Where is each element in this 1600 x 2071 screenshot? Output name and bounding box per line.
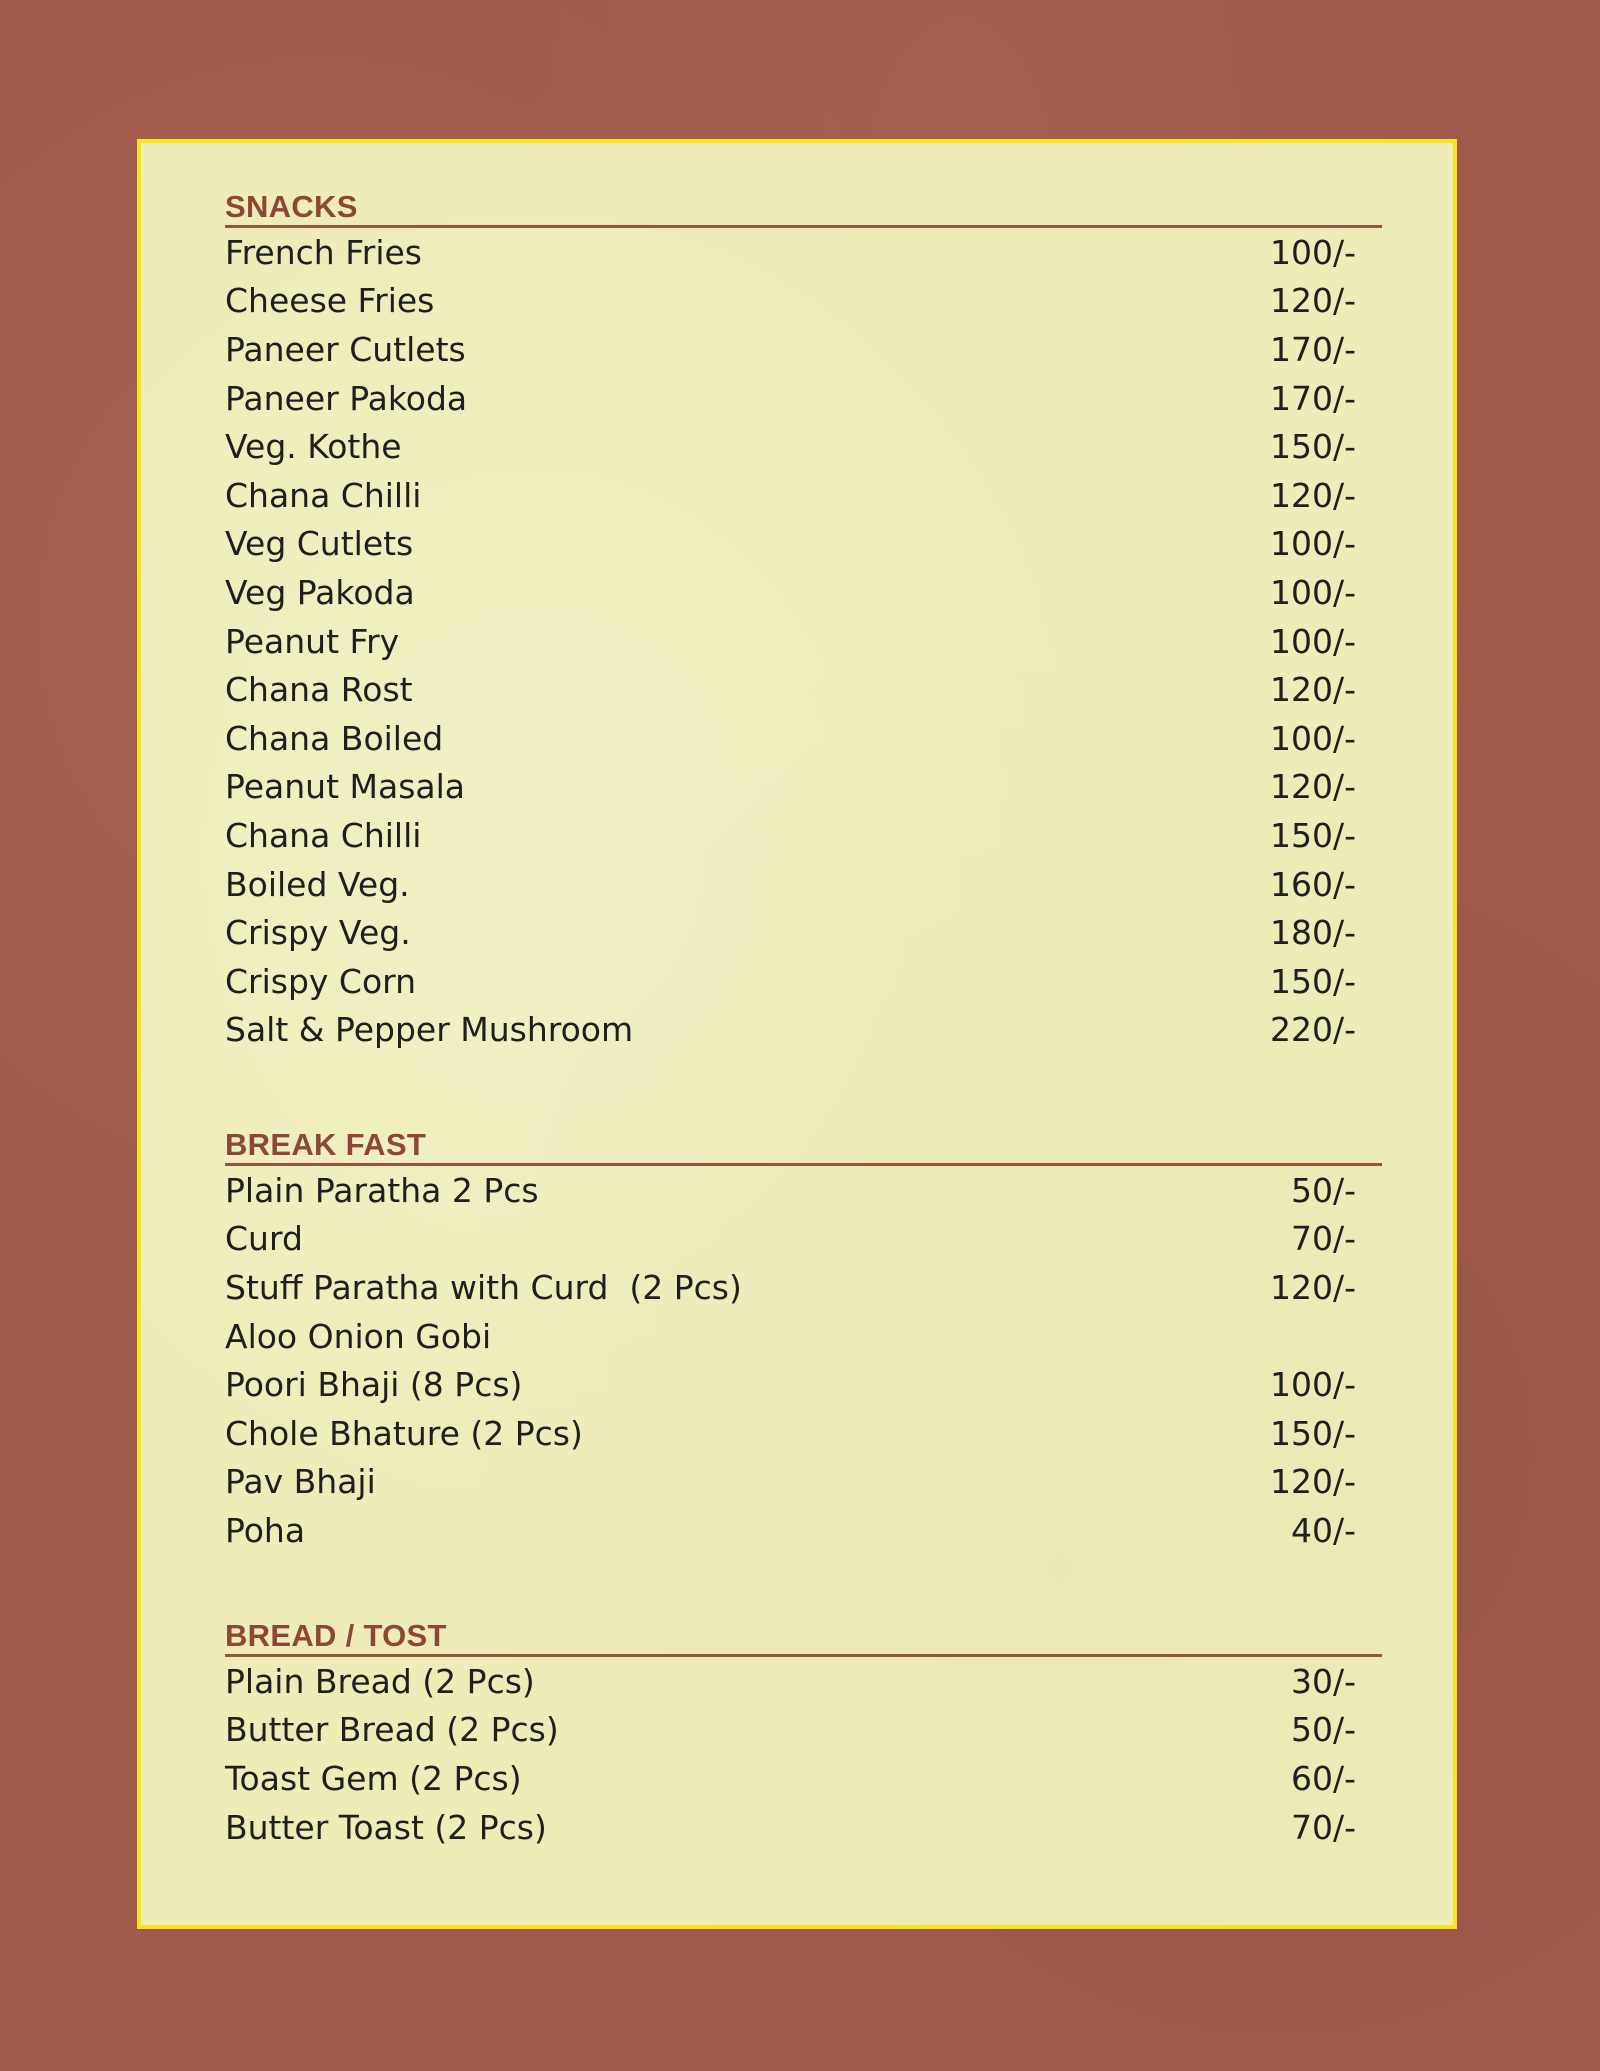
menu-item: [225, 1263, 1382, 1312]
item-name: Veg Pakoda: [225, 572, 415, 612]
item-price: 120/-: [1269, 767, 1356, 807]
section-title: SNACKS: [225, 186, 1382, 228]
menu-item: [225, 1215, 1382, 1264]
item-name: Boiled Veg.: [225, 864, 410, 904]
item-name: Chole Bhature (2 Pcs): [225, 1413, 583, 1453]
item-name: Plain Bread (2 Pcs): [225, 1661, 535, 1701]
menu-item: [225, 1706, 1382, 1755]
item-name: Veg Cutlets: [225, 524, 414, 564]
item-name: Stuff Paratha with Curd (2 Pcs): [225, 1267, 742, 1307]
item-list: [225, 1657, 1382, 1851]
item-price: 220/-: [1269, 1010, 1356, 1050]
item-price: 100/-: [1269, 232, 1356, 272]
item-name: Chana Chilli: [225, 475, 422, 515]
item-price: 150/-: [1269, 427, 1356, 467]
item-price: 70/-: [1290, 1219, 1356, 1259]
item-name: Peanut Masala: [225, 767, 466, 807]
item-name: Aloo Onion Gobi: [225, 1316, 492, 1356]
item-name: Butter Bread (2 Pcs): [225, 1710, 559, 1750]
item-price: 30/-: [1290, 1661, 1356, 1701]
item-name: Cheese Fries: [225, 281, 435, 321]
menu-item: [225, 374, 1382, 423]
item-name: Crispy Veg.: [225, 913, 411, 953]
menu-item: [225, 520, 1382, 569]
menu-item: [225, 568, 1382, 617]
menu-item: [225, 1754, 1382, 1803]
menu-item: [225, 860, 1382, 909]
item-price: 50/-: [1290, 1170, 1356, 1210]
menu-item: [225, 1166, 1382, 1215]
item-price: 100/-: [1269, 718, 1356, 758]
item-price: 150/-: [1269, 815, 1356, 855]
menu-item: [225, 277, 1382, 326]
item-price: 160/-: [1269, 864, 1356, 904]
menu-item: [225, 228, 1382, 277]
item-name: French Fries: [225, 232, 423, 272]
item-name: Paneer Pakoda: [225, 378, 468, 418]
menu-item: [225, 714, 1382, 763]
item-name: Chana Rost: [225, 670, 413, 710]
menu-item: [225, 1312, 1382, 1361]
item-name: Plain Paratha 2 Pcs: [225, 1170, 539, 1210]
item-price: 60/-: [1290, 1758, 1356, 1798]
section-snacks: [225, 186, 1382, 1054]
item-price: 150/-: [1269, 1413, 1356, 1453]
item-price: 100/-: [1269, 621, 1356, 661]
item-name: Chana Boiled: [225, 718, 444, 758]
item-list: [225, 1166, 1382, 1555]
menu-item: [225, 811, 1382, 860]
item-price: 100/-: [1269, 524, 1356, 564]
menu-item: [225, 665, 1382, 714]
menu-item: [225, 1409, 1382, 1458]
item-price: 50/-: [1290, 1710, 1356, 1750]
item-name: Curd: [225, 1219, 303, 1259]
item-price: 70/-: [1290, 1807, 1356, 1847]
item-price: 150/-: [1269, 961, 1356, 1001]
section-breakfast: [225, 1124, 1382, 1555]
menu-item: [225, 1360, 1382, 1409]
section-title: BREAD / TOST: [225, 1615, 1382, 1657]
menu-item: [225, 1657, 1382, 1706]
item-name: Paneer Cutlets: [225, 329, 466, 369]
item-price: 120/-: [1269, 281, 1356, 321]
item-name: Butter Toast (2 Pcs): [225, 1807, 547, 1847]
menu-item: [225, 422, 1382, 471]
item-name: Poha: [225, 1510, 306, 1550]
section-title: BREAK FAST: [225, 1124, 1382, 1166]
item-price: 180/-: [1269, 913, 1356, 953]
item-price: 100/-: [1269, 572, 1356, 612]
item-price: 120/-: [1269, 475, 1356, 515]
item-name: Salt & Pepper Mushroom: [225, 1010, 634, 1050]
menu-card: [137, 139, 1457, 1929]
item-price: 120/-: [1269, 1267, 1356, 1307]
item-name: Veg. Kothe: [225, 427, 402, 467]
menu-item: [225, 957, 1382, 1006]
item-price: 100/-: [1269, 1365, 1356, 1405]
menu-item: [225, 617, 1382, 666]
menu-item: [225, 325, 1382, 374]
item-price: 170/-: [1269, 329, 1356, 369]
item-price: 170/-: [1269, 378, 1356, 418]
item-price: 120/-: [1269, 670, 1356, 710]
item-name: Crispy Corn: [225, 961, 417, 1001]
item-name: Pav Bhaji: [225, 1462, 376, 1502]
menu-item: [225, 471, 1382, 520]
item-price: 40/-: [1290, 1510, 1356, 1550]
menu-item: [225, 1506, 1382, 1555]
item-name: Poori Bhaji (8 Pcs): [225, 1365, 523, 1405]
item-price: 120/-: [1269, 1462, 1356, 1502]
menu-item: [225, 1006, 1382, 1055]
menu-item: [225, 1803, 1382, 1852]
menu-item: [225, 763, 1382, 812]
item-list: [225, 228, 1382, 1054]
item-name: Toast Gem (2 Pcs): [225, 1758, 522, 1798]
item-name: Chana Chilli: [225, 815, 422, 855]
menu-item: [225, 908, 1382, 957]
item-name: Peanut Fry: [225, 621, 400, 661]
section-bread-toast: [225, 1615, 1382, 1851]
menu-item: [225, 1458, 1382, 1507]
